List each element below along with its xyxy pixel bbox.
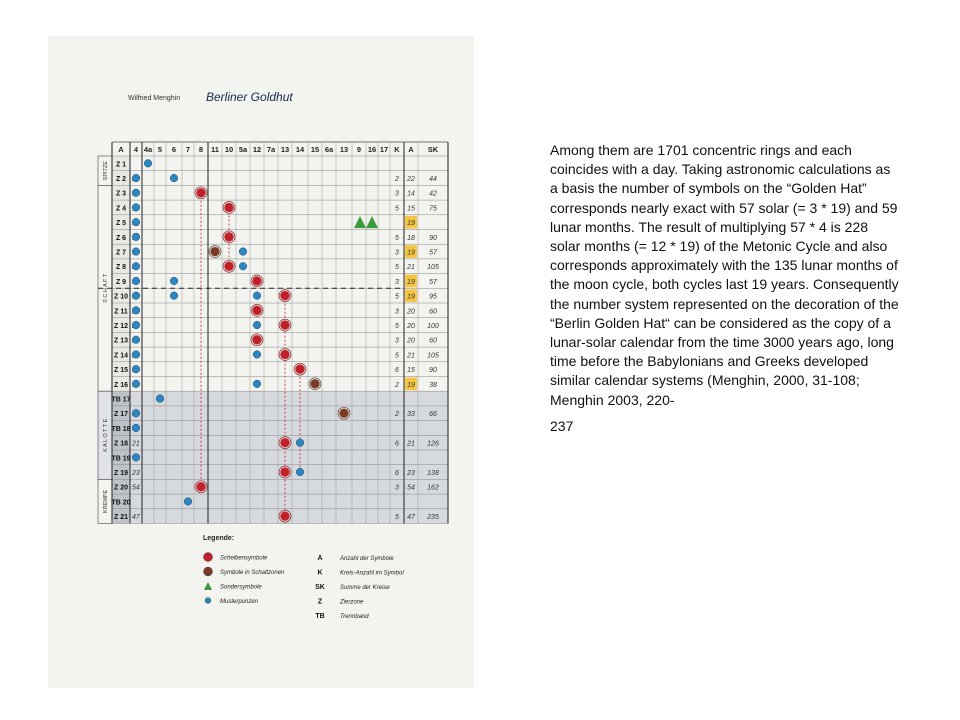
row-A2-value-8: 19 (407, 278, 415, 286)
blue-dot-24 (253, 321, 261, 329)
row-A2-value-19: 21 (407, 440, 415, 448)
blue-dot-6 (132, 233, 140, 241)
goldhut-chart-photo (48, 36, 474, 688)
row-A2-value-13: 21 (407, 352, 415, 360)
blue-dot-7 (132, 248, 140, 256)
red-disc-13 (196, 482, 205, 491)
row-SK-value-24: 235 (427, 514, 439, 522)
legend-key-4: TB (315, 613, 325, 620)
row-K-value-1: 2 (395, 175, 399, 183)
legend-symbol-1 (204, 567, 213, 576)
row-label-21: Z 19 (113, 469, 129, 477)
blue-dot-28 (253, 380, 261, 388)
row-SK-value-2: 42 (429, 190, 437, 198)
column-header-0: A (118, 145, 124, 154)
figure-author: Wilfried Menghin (128, 95, 181, 102)
column-header-10: 12 (252, 145, 262, 154)
red-disc-14 (280, 512, 289, 521)
blue-dot-35 (132, 409, 140, 417)
row-SK-value-17: 66 (429, 411, 437, 419)
row-K-value-21: 6 (395, 469, 399, 477)
red-disc-5 (280, 291, 289, 300)
row-K-value-13: 5 (395, 352, 399, 360)
row-label-17: Z 17 (113, 411, 129, 419)
blue-dot-33 (296, 468, 304, 476)
row-label-23: TB 20 (111, 499, 131, 507)
row-A-value-24: 47 (132, 514, 140, 522)
row-A2-value-22: 54 (407, 484, 415, 492)
row-SK-value-9: 95 (429, 293, 437, 301)
row-label-9: Z 10 (113, 293, 129, 301)
row-SK-value-11: 100 (427, 322, 439, 330)
row-K-value-24: 5 (395, 514, 399, 522)
legend-symbol-3 (205, 598, 211, 604)
row-A2-value-17: 33 (407, 411, 415, 419)
blue-dot-13 (132, 336, 140, 344)
row-K-value-2: 3 (395, 190, 399, 198)
red-disc-1 (224, 203, 233, 212)
row-A2-value-4: 19 (407, 220, 415, 228)
blue-dot-31 (132, 454, 140, 462)
row-label-24: Z 21 (113, 514, 129, 522)
column-header-2: 4a (143, 145, 153, 154)
blue-dot-32 (296, 439, 304, 447)
row-A2-value-3: 15 (407, 205, 415, 213)
row-A2-value-5: 18 (407, 234, 415, 242)
description-paragraph: Among them are 1701 concentric rings and each coincides with a day. Taking astronomic calculations as a basis the number of symbols on the “Golden Hat” corresponds nearly exact with 57 solar (= 3 * 19) and 59 lunar months. The result of multiplying 57 * 4 is 228 solar months (= 12 * 19) of the Metonic Cycle and also corresponds approximately with the 135 lunar months of the moon cycle, both cycles last 19 years. Consequently the number system represented on the decoration of the “Berlin Golden Hat“ can be considered as the copy of a lunar-solar calendar from the time 3000 years ago, long time before the Babylonians and Greeks developed similar calendar systems (Menghin, 2000, 31-108; Menghin 2003, 220- (550, 142, 899, 408)
goldhut-diagram (48, 36, 474, 688)
column-header-18: 16 (367, 145, 377, 154)
column-header-14: 15 (310, 145, 320, 154)
row-SK-value-1: 44 (429, 175, 437, 183)
column-header-1: 4 (133, 145, 139, 154)
column-header-15: 6a (324, 145, 334, 154)
row-K-value-11: 5 (395, 322, 399, 330)
blue-dot-12 (132, 321, 140, 329)
row-label-18: TB 18 (111, 425, 131, 433)
row-SK-value-21: 138 (427, 469, 439, 477)
column-header-21: A (408, 145, 414, 154)
legend-left-text-3: Musterpunzen (220, 599, 259, 605)
red-disc-4 (252, 276, 261, 285)
row-A2-value-2: 14 (407, 190, 415, 198)
column-header-3: 5 (157, 145, 163, 154)
row-SK-value-6: 57 (429, 249, 437, 257)
blue-dot-2 (170, 174, 178, 182)
red-disc-3 (224, 262, 233, 271)
blue-dot-22 (253, 292, 261, 300)
blue-dot-18 (239, 262, 247, 270)
row-A2-value-11: 20 (407, 322, 415, 330)
row-A2-value-24: 47 (407, 514, 415, 522)
legend-right-text-3: Zierzone (340, 599, 364, 606)
legend-right-text-1: Kreis-Anzahl im Symbol (340, 570, 404, 577)
row-bg-23 (112, 494, 448, 509)
legend-key-0: A (317, 555, 323, 562)
row-K-value-9: 5 (395, 293, 399, 301)
green-triangle-0 (354, 216, 366, 228)
red-disc-8 (252, 335, 261, 344)
row-SK-value-15: 38 (429, 381, 437, 389)
blue-dot-29 (156, 395, 164, 403)
row-K-value-8: 3 (395, 278, 399, 286)
row-label-0: Z 1 (115, 161, 127, 169)
row-label-8: Z 9 (115, 278, 127, 286)
blue-dot-34 (184, 498, 192, 506)
blue-dot-20 (170, 292, 178, 300)
row-K-value-22: 3 (395, 484, 399, 492)
row-bg-18 (112, 421, 448, 436)
red-disc-12 (280, 467, 289, 476)
legend-left-text-2: Sondersymbole (220, 584, 262, 591)
blue-dot-17 (239, 248, 247, 256)
row-SK-value-12: 60 (429, 337, 437, 345)
blue-dot-15 (132, 365, 140, 373)
row-A2-value-7: 21 (407, 264, 415, 272)
row-SK-value-10: 60 (429, 308, 437, 316)
row-label-22: Z 20 (113, 484, 129, 492)
row-A2-value-9: 19 (407, 293, 415, 301)
row-label-1: Z 2 (115, 175, 127, 183)
row-A-value-19: 21 (132, 440, 140, 448)
row-label-5: Z 6 (115, 234, 127, 242)
blue-dot-16 (132, 380, 140, 388)
row-K-value-17: 2 (395, 411, 399, 419)
legend-symbol-2 (204, 582, 212, 590)
red-disc-9 (280, 350, 289, 359)
blue-dot-4 (132, 204, 140, 212)
blue-dot-26 (253, 351, 261, 359)
row-K-value-15: 2 (395, 381, 399, 389)
row-A2-value-12: 20 (407, 337, 415, 345)
column-header-11: 7a (266, 145, 276, 154)
column-header-19: 17 (379, 145, 389, 154)
blue-dot-30 (132, 424, 140, 432)
column-header-22: SK (427, 145, 439, 154)
row-label-20: TB 19 (111, 455, 131, 463)
legend-left-text-1: Symbole in Schaltzonen (220, 570, 285, 576)
row-SK-value-5: 90 (429, 234, 437, 242)
row-SK-value-8: 57 (429, 278, 437, 286)
row-A2-value-15: 19 (407, 381, 415, 389)
description-paragraph-end: 237 (550, 417, 574, 434)
section-label-2: K A L O T T E (103, 418, 109, 452)
blue-dot-1 (132, 174, 140, 182)
row-label-12: Z 13 (113, 337, 129, 345)
row-label-4: Z 5 (115, 220, 127, 228)
red-disc-6 (252, 306, 261, 315)
blue-dot-3 (132, 189, 140, 197)
legend-left-text-0: Scheibensymbole (220, 555, 268, 562)
row-A2-value-6: 19 (407, 249, 415, 257)
row-SK-value-19: 126 (427, 440, 439, 448)
row-A-value-21: 23 (132, 469, 140, 477)
blue-dot-8 (132, 262, 140, 270)
row-SK-value-22: 162 (427, 484, 439, 492)
column-header-9: 5a (238, 145, 248, 154)
legend-right-text-2: Summe der Kreise (340, 585, 390, 591)
legend-key-2: SK (315, 584, 325, 591)
column-header-6: 8 (198, 145, 204, 154)
row-K-value-6: 3 (395, 249, 399, 257)
row-K-value-19: 6 (395, 440, 399, 448)
column-header-12: 13 (280, 145, 290, 154)
row-label-16: TB 17 (111, 396, 131, 404)
description-text (550, 141, 900, 436)
row-K-value-10: 3 (395, 308, 399, 316)
row-label-13: Z 14 (113, 352, 129, 360)
row-SK-value-3: 75 (429, 205, 437, 213)
row-A2-value-21: 23 (407, 469, 415, 477)
green-triangle-1 (366, 216, 378, 228)
dark-disc-2 (339, 409, 348, 418)
column-header-13: 14 (295, 145, 305, 154)
legend-title: Legende: (203, 535, 235, 542)
row-SK-value-7: 105 (427, 264, 439, 272)
row-label-3: Z 4 (115, 205, 127, 213)
row-K-value-12: 3 (395, 337, 399, 345)
row-SK-value-13: 105 (427, 352, 439, 360)
section-label-0: SPITZE (103, 161, 109, 181)
red-disc-0 (196, 188, 205, 197)
dark-disc-0 (210, 247, 219, 256)
column-header-20: K (394, 145, 400, 154)
legend-right-text-4: Trennband (340, 614, 369, 620)
blue-dot-19 (170, 277, 178, 285)
row-K-value-7: 5 (395, 264, 399, 272)
row-bg-20 (112, 450, 448, 465)
row-label-2: Z 3 (115, 190, 127, 198)
blue-dot-5 (132, 218, 140, 226)
column-header-17: 9 (356, 145, 362, 154)
row-label-6: Z 7 (115, 249, 127, 257)
blue-dot-11 (132, 307, 140, 315)
blue-dot-0 (144, 160, 152, 168)
legend-right-text-0: Anzahl der Symbole (340, 556, 394, 562)
row-A2-value-14: 15 (407, 367, 415, 375)
row-SK-value-14: 90 (429, 367, 437, 375)
red-disc-2 (224, 232, 233, 241)
blue-dot-10 (132, 292, 140, 300)
row-A2-value-10: 20 (407, 308, 415, 316)
legend-key-3: Z (317, 598, 323, 606)
row-K-value-3: 5 (395, 205, 399, 213)
row-K-value-14: 6 (395, 367, 399, 375)
row-label-10: Z 11 (114, 308, 128, 316)
red-disc-7 (280, 320, 289, 329)
figure-title: Berliner Goldhut (206, 90, 293, 104)
column-header-7: 11 (211, 145, 219, 154)
row-label-19: Z 18 (113, 440, 129, 448)
blue-dot-14 (132, 351, 140, 359)
row-label-14: Z 15 (113, 367, 129, 375)
row-A-value-22: 54 (132, 484, 140, 492)
row-label-7: Z 8 (115, 264, 127, 272)
section-label-1: S C H A F T (103, 273, 109, 303)
red-disc-11 (280, 438, 289, 447)
blue-dot-9 (132, 277, 140, 285)
column-header-5: 7 (185, 145, 191, 154)
row-K-value-5: 5 (395, 234, 399, 242)
row-label-11: Z 12 (113, 322, 129, 330)
column-header-16: 13 (339, 145, 349, 154)
row-A2-value-1: 22 (407, 175, 415, 183)
row-label-15: Z 16 (113, 381, 129, 389)
legend-symbol-0 (204, 553, 213, 562)
section-label-3: KREMPE (103, 489, 109, 514)
red-disc-10 (295, 365, 304, 374)
legend-key-1: K (317, 569, 323, 577)
column-header-4: 6 (171, 145, 177, 154)
dark-disc-1 (310, 379, 319, 388)
column-header-8: 10 (224, 145, 234, 154)
